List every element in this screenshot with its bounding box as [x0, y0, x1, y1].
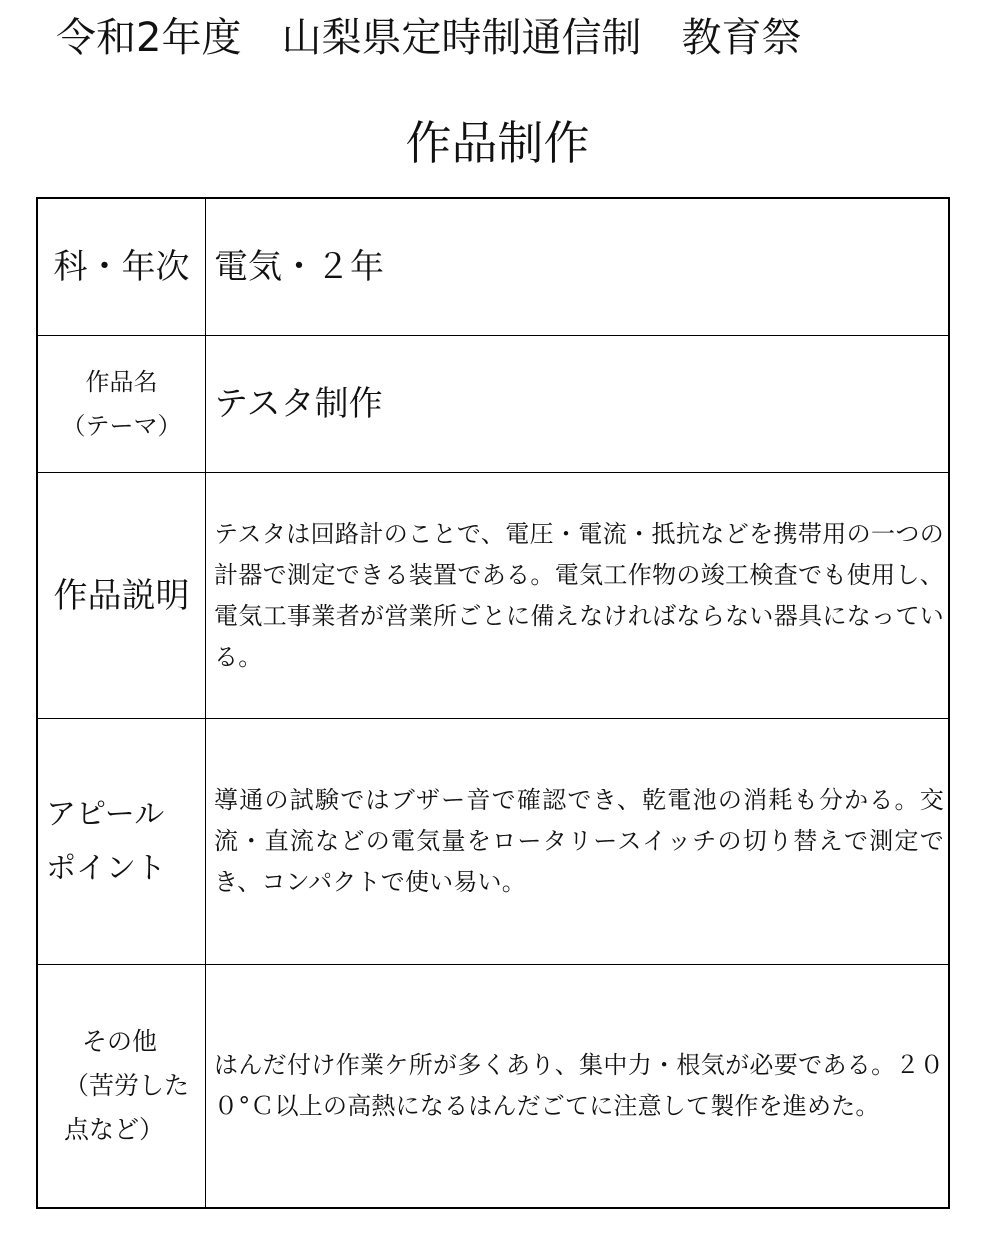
label-appeal-points-line1: アピール: [46, 796, 165, 832]
label-work-title-line2: （テーマ）: [61, 412, 182, 440]
row-department-year: [38, 199, 948, 336]
row-work-description: [38, 473, 948, 719]
value-work-title: [206, 336, 948, 472]
row-appeal-points: [38, 719, 948, 965]
label-other-notes-line2: （苦労した: [64, 1071, 190, 1100]
appeal-points-text: 導通の試験ではブザー音で確認でき、乾電池の消耗も分かる。交流・直流などの電気量をロータリースイッチの切り替えで測定でき、コンパクトで使い易い。: [214, 786, 944, 896]
value-work-description: [206, 473, 948, 718]
row-other-notes: [38, 965, 948, 1207]
work-description-text: テスタは回路計のことで、電圧・電流・抵抗などを携帯用の一つの計器で測定できる装置である。電気工作物の竣工検査でも使用し、電気工事業者が営業所ごとに備えなければならない器具になっている。: [214, 519, 944, 671]
label-work-title: [38, 336, 206, 472]
label-other-notes-line1: その他: [82, 1027, 158, 1056]
label-department-year: [38, 199, 206, 335]
row-work-title: [38, 336, 948, 473]
label-appeal-points-line2: ポイント: [46, 850, 166, 886]
value-appeal-points: [206, 719, 948, 964]
label-appeal-points: [38, 719, 206, 964]
department-year-text: 電気・２年: [214, 247, 384, 287]
other-notes-text: はんだ付け作業ケ所が多くあり、集中力・根気が必要である。２００°Ｃ以上の高熱になるはんだごてに注意して製作を進めた。: [214, 1051, 944, 1120]
label-work-title-line1: 作品名: [85, 368, 158, 396]
document-title: 作品制作: [405, 116, 590, 170]
label-other-notes-line3: 点など）: [64, 1115, 165, 1144]
label-work-description: [38, 473, 206, 718]
event-title: 令和2年度 山梨県定時制通信制 教育祭: [56, 15, 802, 61]
value-department-year: [206, 199, 948, 335]
value-other-notes: [206, 965, 948, 1207]
work-title-text: テスタ制作: [214, 384, 383, 424]
entry-info-table: [36, 197, 950, 1209]
label-other-notes: [38, 965, 206, 1207]
label-department-year-text: 科・年次: [53, 247, 190, 287]
label-work-description-text: 作品説明: [53, 575, 190, 616]
